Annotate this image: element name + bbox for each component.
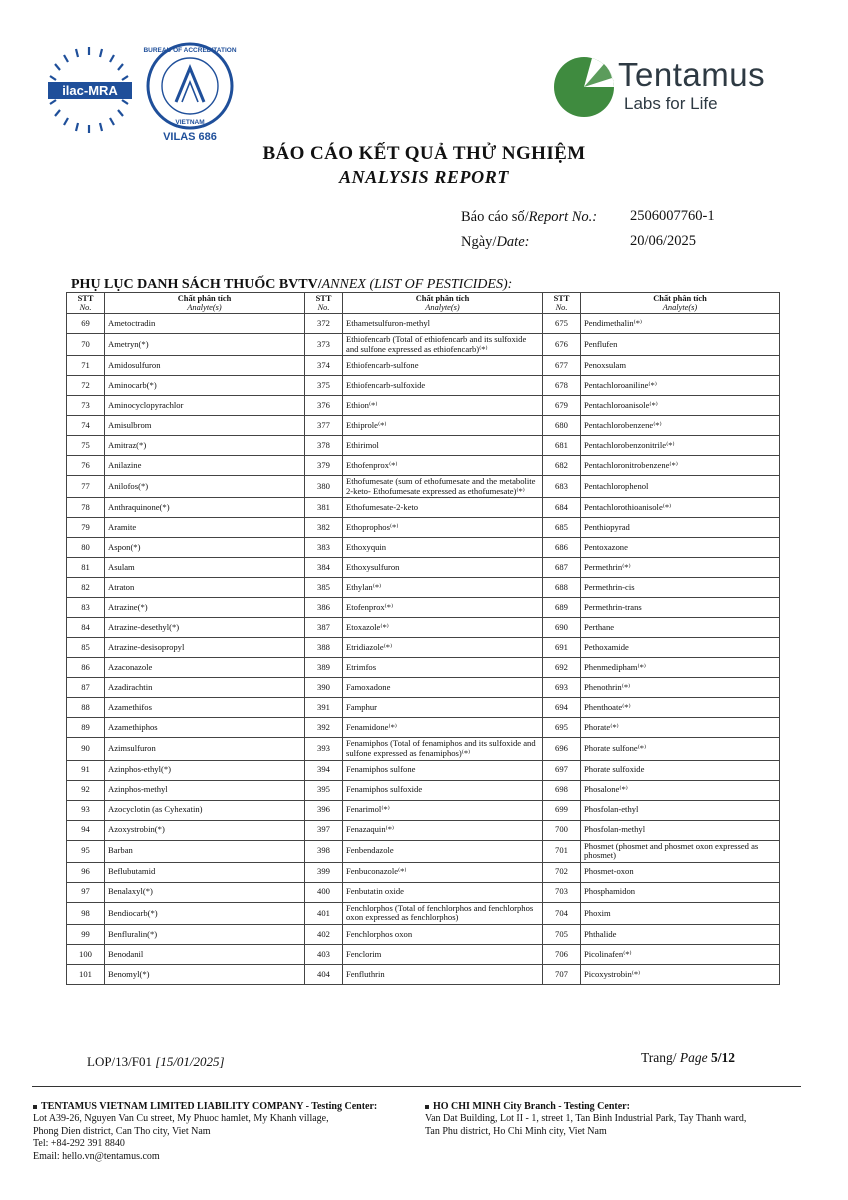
row-number: 86 xyxy=(67,658,105,678)
row-number: 676 xyxy=(543,334,581,356)
analyte-name: Ethiprole⁽*⁾ xyxy=(343,416,543,436)
row-number: 388 xyxy=(305,638,343,658)
row-number: 695 xyxy=(543,718,581,738)
row-number: 381 xyxy=(305,498,343,518)
analyte-name: Pentachloroanisole⁽*⁾ xyxy=(581,396,780,416)
row-number: 701 xyxy=(543,840,581,862)
table-row xyxy=(67,760,780,780)
row-number: 696 xyxy=(543,738,581,760)
row-number: 80 xyxy=(67,538,105,558)
analyte-name: Ethiofencarb-sulfone xyxy=(343,356,543,376)
row-number: 387 xyxy=(305,618,343,638)
row-number: 680 xyxy=(543,416,581,436)
analyte-name: Aminocarb(*) xyxy=(105,376,305,396)
analyte-name: Phenthoate⁽*⁾ xyxy=(581,698,780,718)
table-row xyxy=(67,924,780,944)
left-email: Email: hello.vn@tentamus.com xyxy=(33,1150,160,1162)
row-number: 386 xyxy=(305,598,343,618)
right-line2: Tan Phu district, Ho Chi Minh city, Viet Nam xyxy=(425,1125,607,1137)
analyte-name: Ethoprophos⁽*⁾ xyxy=(343,518,543,538)
right-line1: Van Dat Building, Lot II - 1, street 1, Tan Binh Industrial Park, Tay Thanh ward, xyxy=(425,1113,747,1125)
left-line2: Phong Dien district, Can Tho city, Viet Nam xyxy=(33,1125,211,1137)
analyte-name: Benodanil xyxy=(105,944,305,964)
row-number: 707 xyxy=(543,964,581,984)
analyte-name: Etridiazole⁽*⁾ xyxy=(343,638,543,658)
row-number: 378 xyxy=(305,436,343,456)
analyte-name: Azadirachtin xyxy=(105,678,305,698)
row-number: 390 xyxy=(305,678,343,698)
row-number: 84 xyxy=(67,618,105,638)
analyte-name: Fenamiphos (Total of fenamiphos and its sulfoxide and sulfone expressed as fenamiphos)⁽*⁾ xyxy=(343,738,543,760)
table-row xyxy=(67,436,780,456)
analyte-name: Azinphos-methyl xyxy=(105,780,305,800)
row-number: 403 xyxy=(305,944,343,964)
analyte-name: Fenarimol⁽*⁾ xyxy=(343,800,543,820)
analyte-name: Fenazaquin⁽*⁾ xyxy=(343,820,543,840)
analyte-name: Ethametsulfuron-methyl xyxy=(343,314,543,334)
row-number: 685 xyxy=(543,518,581,538)
analyte-name: Fenamiphos sulfoxide xyxy=(343,780,543,800)
analyte-name: Ametryn(*) xyxy=(105,334,305,356)
row-number: 400 xyxy=(305,882,343,902)
analyte-name: Atrazine-desisopropyl xyxy=(105,638,305,658)
analyte-name: Phosfolan-ethyl xyxy=(581,800,780,820)
analyte-name: Beflubutamid xyxy=(105,862,305,882)
analyte-name: Anthraquinone(*) xyxy=(105,498,305,518)
analyte-name: Ethylan⁽*⁾ xyxy=(343,578,543,598)
row-number: 687 xyxy=(543,558,581,578)
analyte-name: Phenmedipham⁽*⁾ xyxy=(581,658,780,678)
row-number: 394 xyxy=(305,760,343,780)
row-number: 398 xyxy=(305,840,343,862)
row-number: 74 xyxy=(67,416,105,436)
row-number: 92 xyxy=(67,780,105,800)
table-row xyxy=(67,840,780,862)
analyte-name: Azinphos-ethyl(*) xyxy=(105,760,305,780)
table-row xyxy=(67,738,780,760)
row-number: 69 xyxy=(67,314,105,334)
analyte-name: Ethion⁽*⁾ xyxy=(343,396,543,416)
analyte-name: Phosmet-oxon xyxy=(581,862,780,882)
table-row xyxy=(67,862,780,882)
analyte-name: Penthiopyrad xyxy=(581,518,780,538)
row-number: 95 xyxy=(67,840,105,862)
row-number: 96 xyxy=(67,862,105,882)
form-code: LOP/13/F01 [15/01/2025] xyxy=(87,1054,225,1069)
analyte-name: Fenamiphos sulfone xyxy=(343,760,543,780)
analyte-name: Azimsulfuron xyxy=(105,738,305,760)
footer-divider xyxy=(32,1086,801,1087)
table-row xyxy=(67,882,780,902)
analyte-name: Fenbendazole xyxy=(343,840,543,862)
row-number: 694 xyxy=(543,698,581,718)
report-no-label: Báo cáo số/Report No.: xyxy=(461,209,598,225)
analyte-name: Ethoxysulfuron xyxy=(343,558,543,578)
table-row xyxy=(67,718,780,738)
footer-right-address xyxy=(425,1101,815,1138)
row-number: 399 xyxy=(305,862,343,882)
row-number: 98 xyxy=(67,902,105,924)
analyte-name: Penoxsulam xyxy=(581,356,780,376)
analyte-name: Phenothrin⁽*⁾ xyxy=(581,678,780,698)
table-row xyxy=(67,518,780,538)
row-number: 693 xyxy=(543,678,581,698)
analyte-name: Fenchlorphos oxon xyxy=(343,924,543,944)
row-number: 377 xyxy=(305,416,343,436)
row-number: 401 xyxy=(305,902,343,924)
analyte-name: Fenbuconazole⁽*⁾ xyxy=(343,862,543,882)
row-number: 700 xyxy=(543,820,581,840)
table-row xyxy=(67,396,780,416)
analyte-name: Penflufen xyxy=(581,334,780,356)
analyte-name: Phosalone⁽*⁾ xyxy=(581,780,780,800)
analyte-name: Azoxystrobin(*) xyxy=(105,820,305,840)
analyte-name: Pendimethalin⁽*⁾ xyxy=(581,314,780,334)
row-number: 72 xyxy=(67,376,105,396)
row-number: 691 xyxy=(543,638,581,658)
row-number: 681 xyxy=(543,436,581,456)
analyte-name: Phorate sulfone⁽*⁾ xyxy=(581,738,780,760)
table-row xyxy=(67,800,780,820)
table-row xyxy=(67,780,780,800)
analyte-name: Ethoxyquin xyxy=(343,538,543,558)
row-number: 692 xyxy=(543,658,581,678)
analyte-name: Atrazine-desethyl(*) xyxy=(105,618,305,638)
right-company: HO CHI MINH City Branch - Testing Center: xyxy=(433,1101,630,1112)
row-number: 77 xyxy=(67,476,105,498)
analyte-name: Famphur xyxy=(343,698,543,718)
analyte-name: Phthalide xyxy=(581,924,780,944)
table-header-row xyxy=(67,293,780,314)
row-number: 87 xyxy=(67,678,105,698)
row-number: 395 xyxy=(305,780,343,800)
analyte-name: Permethrin⁽*⁾ xyxy=(581,558,780,578)
analyte-name: Permethrin-cis xyxy=(581,578,780,598)
row-number: 76 xyxy=(67,456,105,476)
analyte-name: Ethofumesate-2-keto xyxy=(343,498,543,518)
row-number: 375 xyxy=(305,376,343,396)
row-number: 382 xyxy=(305,518,343,538)
col-no-header: STT No. xyxy=(543,293,581,314)
col-no-header: STT No. xyxy=(305,293,343,314)
row-number: 699 xyxy=(543,800,581,820)
row-number: 73 xyxy=(67,396,105,416)
table-row xyxy=(67,578,780,598)
row-number: 688 xyxy=(543,578,581,598)
analyte-name: Bendiocarb(*) xyxy=(105,902,305,924)
analyte-name: Perthane xyxy=(581,618,780,638)
row-number: 686 xyxy=(543,538,581,558)
row-number: 682 xyxy=(543,456,581,476)
row-number: 705 xyxy=(543,924,581,944)
analyte-name: Asulam xyxy=(105,558,305,578)
row-number: 402 xyxy=(305,924,343,944)
row-number: 679 xyxy=(543,396,581,416)
analyte-name: Famoxadone xyxy=(343,678,543,698)
row-number: 684 xyxy=(543,498,581,518)
row-number: 389 xyxy=(305,658,343,678)
analyte-name: Etofenprox⁽*⁾ xyxy=(343,598,543,618)
row-number: 90 xyxy=(67,738,105,760)
table-row xyxy=(67,598,780,618)
row-number: 99 xyxy=(67,924,105,944)
analyte-name: Ethirimol xyxy=(343,436,543,456)
report-title-en: ANALYSIS REPORT xyxy=(339,167,509,187)
analyte-name: Ethiofencarb-sulfoxide xyxy=(343,376,543,396)
boa-ring-text: BUREAU OF ACCREDITATION xyxy=(143,47,237,54)
row-number: 391 xyxy=(305,698,343,718)
row-number: 70 xyxy=(67,334,105,356)
analyte-name: Aminocyclopyrachlor xyxy=(105,396,305,416)
table-row xyxy=(67,334,780,356)
analyte-name: Picolinafen⁽*⁾ xyxy=(581,944,780,964)
analyte-name: Phosphamidon xyxy=(581,882,780,902)
analyte-name: Etoxazole⁽*⁾ xyxy=(343,618,543,638)
row-number: 397 xyxy=(305,820,343,840)
analyte-name: Barban xyxy=(105,840,305,862)
table-row xyxy=(67,820,780,840)
table-row xyxy=(67,902,780,924)
table-row xyxy=(67,698,780,718)
analyte-name: Amisulbrom xyxy=(105,416,305,436)
analyte-name: Anilazine xyxy=(105,456,305,476)
table-row xyxy=(67,314,780,334)
left-company: TENTAMUS VIETNAM LIMITED LIABILITY COMPANY - Testing Center: xyxy=(41,1101,378,1112)
col-analyte-header: Chất phân tích Analyte(s) xyxy=(343,293,543,314)
row-number: 689 xyxy=(543,598,581,618)
row-number: 82 xyxy=(67,578,105,598)
row-number: 396 xyxy=(305,800,343,820)
analyte-name: Ethiofencarb (Total of ethiofencarb and its sulfoxide and sulfone expressed as ethiofencarb)⁽*⁾ xyxy=(343,334,543,356)
ilac-text: ilac-MRA xyxy=(62,83,118,98)
tentamus-name: Tentamus xyxy=(618,56,766,93)
row-number: 698 xyxy=(543,780,581,800)
analyte-name: Picoxystrobin⁽*⁾ xyxy=(581,964,780,984)
row-number: 373 xyxy=(305,334,343,356)
row-number: 91 xyxy=(67,760,105,780)
date-label: Ngày/Date: xyxy=(461,234,530,250)
row-number: 677 xyxy=(543,356,581,376)
analyte-name: Phosmet (phosmet and phosmet oxon expressed as phosmet) xyxy=(581,840,780,862)
row-number: 89 xyxy=(67,718,105,738)
row-number: 78 xyxy=(67,498,105,518)
row-number: 384 xyxy=(305,558,343,578)
ilac-mra-logo xyxy=(48,38,248,146)
analyte-name: Aspon(*) xyxy=(105,538,305,558)
analyte-name: Atrazine(*) xyxy=(105,598,305,618)
analyte-name: Fenbutatin oxide xyxy=(343,882,543,902)
tentamus-leaf-icon xyxy=(552,52,616,122)
row-number: 404 xyxy=(305,964,343,984)
accreditation-logos xyxy=(48,38,248,146)
row-number: 88 xyxy=(67,698,105,718)
footer-left-address xyxy=(33,1101,433,1163)
row-number: 79 xyxy=(67,518,105,538)
left-line1: Lot A39-26, Nguyen Van Cu street, My Phuoc hamlet, My Khanh village, xyxy=(33,1113,329,1125)
col-no-header: STT No. xyxy=(67,293,105,314)
analyte-name: Azamethiphos xyxy=(105,718,305,738)
analyte-name: Amitraz(*) xyxy=(105,436,305,456)
table-row xyxy=(67,944,780,964)
row-number: 93 xyxy=(67,800,105,820)
date-value: 20/06/2025 xyxy=(630,233,697,249)
page-number: Trang/ Page 5/12 xyxy=(641,1050,736,1065)
report-title-vi: BÁO CÁO KẾT QUẢ THỬ NGHIỆM xyxy=(262,143,586,164)
row-number: 702 xyxy=(543,862,581,882)
analyte-name: Phorate sulfoxide xyxy=(581,760,780,780)
vilas-text: VILAS 686 xyxy=(163,131,217,143)
analyte-name: Benalaxyl(*) xyxy=(105,882,305,902)
analyte-name: Phoxim xyxy=(581,902,780,924)
row-number: 697 xyxy=(543,760,581,780)
analyte-name: Aramite xyxy=(105,518,305,538)
analyte-name: Ethofumesate (sum of ethofumesate and the metabolite 2-keto- Ethofumesate expressed as ethofumesate)⁽*⁾ xyxy=(343,476,543,498)
analyte-name: Etrimfos xyxy=(343,658,543,678)
analyte-name: Phorate⁽*⁾ xyxy=(581,718,780,738)
row-number: 75 xyxy=(67,436,105,456)
annex-title: PHỤ LỤC DANH SÁCH THUỐC BVTV/ANNEX (LIST OF PESTICIDES): xyxy=(71,277,513,292)
table-row xyxy=(67,356,780,376)
analyte-name: Pentachloroaniline⁽*⁾ xyxy=(581,376,780,396)
boa-bottom-text: VIETNAM xyxy=(175,119,205,126)
left-tel: Tel: +84-292 391 8840 xyxy=(33,1138,125,1150)
pesticide-table xyxy=(66,292,780,985)
row-number: 690 xyxy=(543,618,581,638)
boa-seal xyxy=(143,44,236,128)
analyte-name: Ethofenprox⁽*⁾ xyxy=(343,456,543,476)
analyte-name: Permethrin-trans xyxy=(581,598,780,618)
analyte-name: Pentoxazone xyxy=(581,538,780,558)
row-number: 372 xyxy=(305,314,343,334)
row-number: 94 xyxy=(67,820,105,840)
row-number: 374 xyxy=(305,356,343,376)
row-number: 704 xyxy=(543,902,581,924)
analyte-name: Phosfolan-methyl xyxy=(581,820,780,840)
table-row xyxy=(67,476,780,498)
analyte-name: Pentachlorothioanisole⁽*⁾ xyxy=(581,498,780,518)
tentamus-tagline: Labs for Life xyxy=(624,94,718,113)
row-number: 703 xyxy=(543,882,581,902)
table-row xyxy=(67,456,780,476)
row-number: 385 xyxy=(305,578,343,598)
row-number: 83 xyxy=(67,598,105,618)
row-number: 101 xyxy=(67,964,105,984)
col-analyte-header: Chất phân tích Analyte(s) xyxy=(105,293,305,314)
analyte-name: Amidosulfuron xyxy=(105,356,305,376)
table-row xyxy=(67,618,780,638)
row-number: 706 xyxy=(543,944,581,964)
row-number: 379 xyxy=(305,456,343,476)
row-number: 71 xyxy=(67,356,105,376)
row-number: 675 xyxy=(543,314,581,334)
row-number: 392 xyxy=(305,718,343,738)
analyte-name: Fenamidone⁽*⁾ xyxy=(343,718,543,738)
table-row xyxy=(67,558,780,578)
analyte-name: Atraton xyxy=(105,578,305,598)
row-number: 97 xyxy=(67,882,105,902)
row-number: 678 xyxy=(543,376,581,396)
analyte-name: Azaconazole xyxy=(105,658,305,678)
analyte-name: Pethoxamide xyxy=(581,638,780,658)
analyte-name: Pentachlorophenol xyxy=(581,476,780,498)
row-number: 393 xyxy=(305,738,343,760)
row-number: 380 xyxy=(305,476,343,498)
row-number: 100 xyxy=(67,944,105,964)
row-number: 376 xyxy=(305,396,343,416)
analyte-name: Azocyclotin (as Cyhexatin) xyxy=(105,800,305,820)
analyte-name: Ametoctradin xyxy=(105,314,305,334)
row-number: 81 xyxy=(67,558,105,578)
table-row xyxy=(67,498,780,518)
analyte-name: Fenclorim xyxy=(343,944,543,964)
table-row xyxy=(67,658,780,678)
analyte-name: Pentachlorobenzonitrile⁽*⁾ xyxy=(581,436,780,456)
col-analyte-header: Chất phân tích Analyte(s) xyxy=(581,293,780,314)
table-row xyxy=(67,678,780,698)
analyte-name: Pentachlorobenzene⁽*⁾ xyxy=(581,416,780,436)
table-row xyxy=(67,964,780,984)
analyte-name: Benfluralin(*) xyxy=(105,924,305,944)
table-row xyxy=(67,538,780,558)
analyte-name: Anilofos(*) xyxy=(105,476,305,498)
table-row xyxy=(67,416,780,436)
row-number: 383 xyxy=(305,538,343,558)
analyte-name: Pentachloronitrobenzene⁽*⁾ xyxy=(581,456,780,476)
analyte-name: Benomyl(*) xyxy=(105,964,305,984)
analyte-name: Fenchlorphos (Total of fenchlorphos and fenchlorphos oxon expressed as fenchlorphos) xyxy=(343,902,543,924)
row-number: 85 xyxy=(67,638,105,658)
analyte-name: Fenfluthrin xyxy=(343,964,543,984)
tentamus-logo xyxy=(552,52,802,124)
table-row xyxy=(67,376,780,396)
analyte-name: Azamethifos xyxy=(105,698,305,718)
row-number: 683 xyxy=(543,476,581,498)
table-row xyxy=(67,638,780,658)
report-no-value: 2506007760-1 xyxy=(630,208,715,224)
